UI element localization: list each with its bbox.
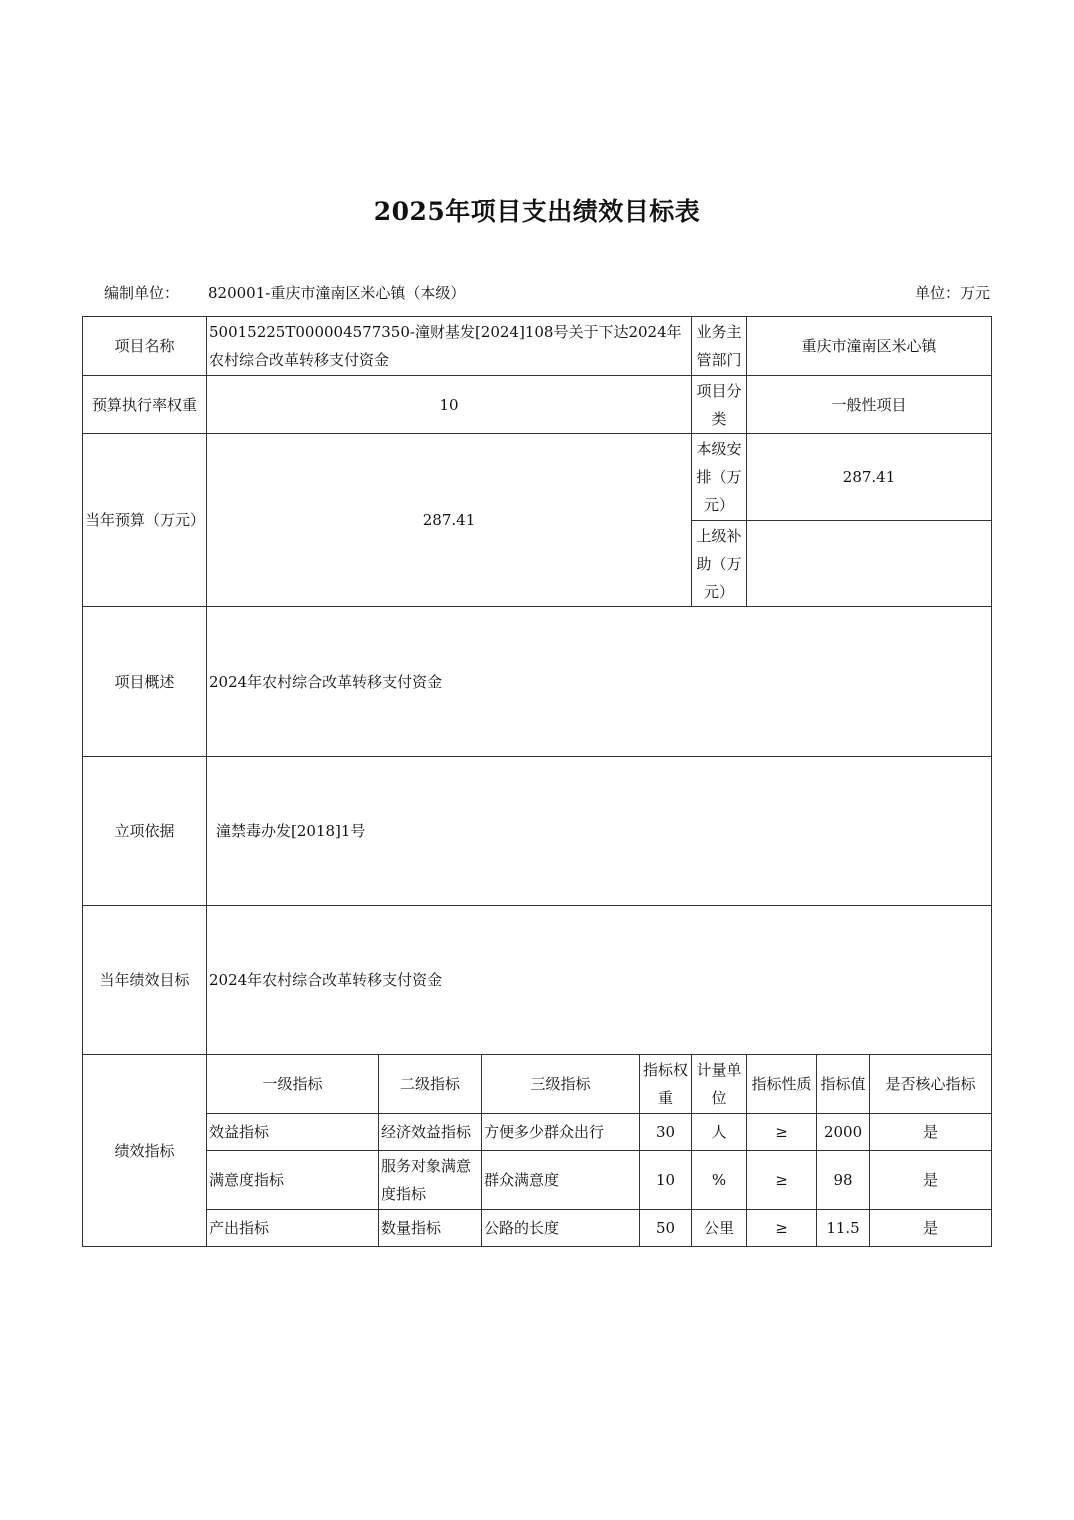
goal-value: 2024年农村综合改革转移支付资金 — [207, 906, 992, 1055]
row1-nature: ≥ — [747, 1114, 817, 1151]
upper-value — [747, 521, 992, 607]
row2-nature: ≥ — [747, 1151, 817, 1210]
dept-label: 业务主管部门 — [692, 317, 747, 376]
basis-label: 立项依据 — [83, 757, 207, 906]
overview-label: 项目概述 — [83, 607, 207, 757]
table-row — [83, 1151, 992, 1210]
header-level1: 一级指标 — [207, 1055, 379, 1114]
row1-unit: 人 — [692, 1114, 747, 1151]
row3-level3: 公路的长度 — [482, 1210, 640, 1247]
compiling-unit-label: 编制单位： — [104, 284, 180, 302]
project-name-value: 50015225T000004577350-潼财基发[2024]108号关于下达2024年农村综合改革转移支付资金 — [207, 317, 692, 376]
local-label: 本级安排（万元） — [692, 434, 747, 521]
currency-unit: 单位：万元 — [914, 284, 990, 302]
header-core: 是否核心指标 — [870, 1055, 992, 1114]
row3-weight: 50 — [640, 1210, 692, 1247]
dept-value: 重庆市潼南区米心镇 — [747, 317, 992, 376]
row1-level1: 效益指标 — [207, 1114, 379, 1151]
compiling-unit — [104, 282, 465, 303]
local-value: 287.41 — [747, 434, 992, 521]
overview-value: 2024年农村综合改革转移支付资金 — [207, 607, 992, 757]
row2-unit: % — [692, 1151, 747, 1210]
row2-weight: 10 — [640, 1151, 692, 1210]
budget-value: 287.41 — [207, 434, 692, 607]
row2-core: 是 — [870, 1151, 992, 1210]
header-value: 指标值 — [817, 1055, 870, 1114]
header-level3: 三级指标 — [482, 1055, 640, 1114]
row3-value: 11.5 — [817, 1210, 870, 1247]
table-row — [83, 1210, 992, 1247]
row2-level3: 群众满意度 — [482, 1151, 640, 1210]
performance-table — [82, 316, 992, 1247]
page-title: 2025年项目支出绩效目标表 — [373, 197, 701, 226]
basis-value: 潼禁毒办发[2018]1号 — [207, 757, 992, 906]
category-value: 一般性项目 — [747, 376, 992, 434]
row1-level3: 方便多少群众出行 — [482, 1114, 640, 1151]
compiling-unit-value: 820001-重庆市潼南区米心镇（本级） — [208, 284, 466, 302]
row2-value: 98 — [817, 1151, 870, 1210]
header-unit: 计量单位 — [692, 1055, 747, 1114]
row1-core: 是 — [870, 1114, 992, 1151]
row3-level2: 数量指标 — [379, 1210, 482, 1247]
row2-level2: 服务对象满意度指标 — [379, 1151, 482, 1210]
row3-unit: 公里 — [692, 1210, 747, 1247]
category-label: 项目分类 — [692, 376, 747, 434]
weight-value: 10 — [207, 376, 692, 434]
row2-level1: 满意度指标 — [207, 1151, 379, 1210]
header-nature: 指标性质 — [747, 1055, 817, 1114]
row3-level1: 产出指标 — [207, 1210, 379, 1247]
goal-label: 当年绩效目标 — [83, 906, 207, 1055]
header-level2: 二级指标 — [379, 1055, 482, 1114]
row3-nature: ≥ — [747, 1210, 817, 1247]
upper-label: 上级补助（万元） — [692, 521, 747, 607]
budget-label: 当年预算（万元） — [83, 434, 207, 607]
project-name-label: 项目名称 — [83, 317, 207, 376]
table-row — [83, 1114, 992, 1151]
header-meta — [104, 282, 990, 304]
row1-value: 2000 — [817, 1114, 870, 1151]
row1-level2: 经济效益指标 — [379, 1114, 482, 1151]
weight-label: 预算执行率权重 — [83, 376, 207, 434]
row3-core: 是 — [870, 1210, 992, 1247]
header-weight: 指标权重 — [640, 1055, 692, 1114]
row1-weight: 30 — [640, 1114, 692, 1151]
indicators-label: 绩效指标 — [83, 1055, 207, 1247]
